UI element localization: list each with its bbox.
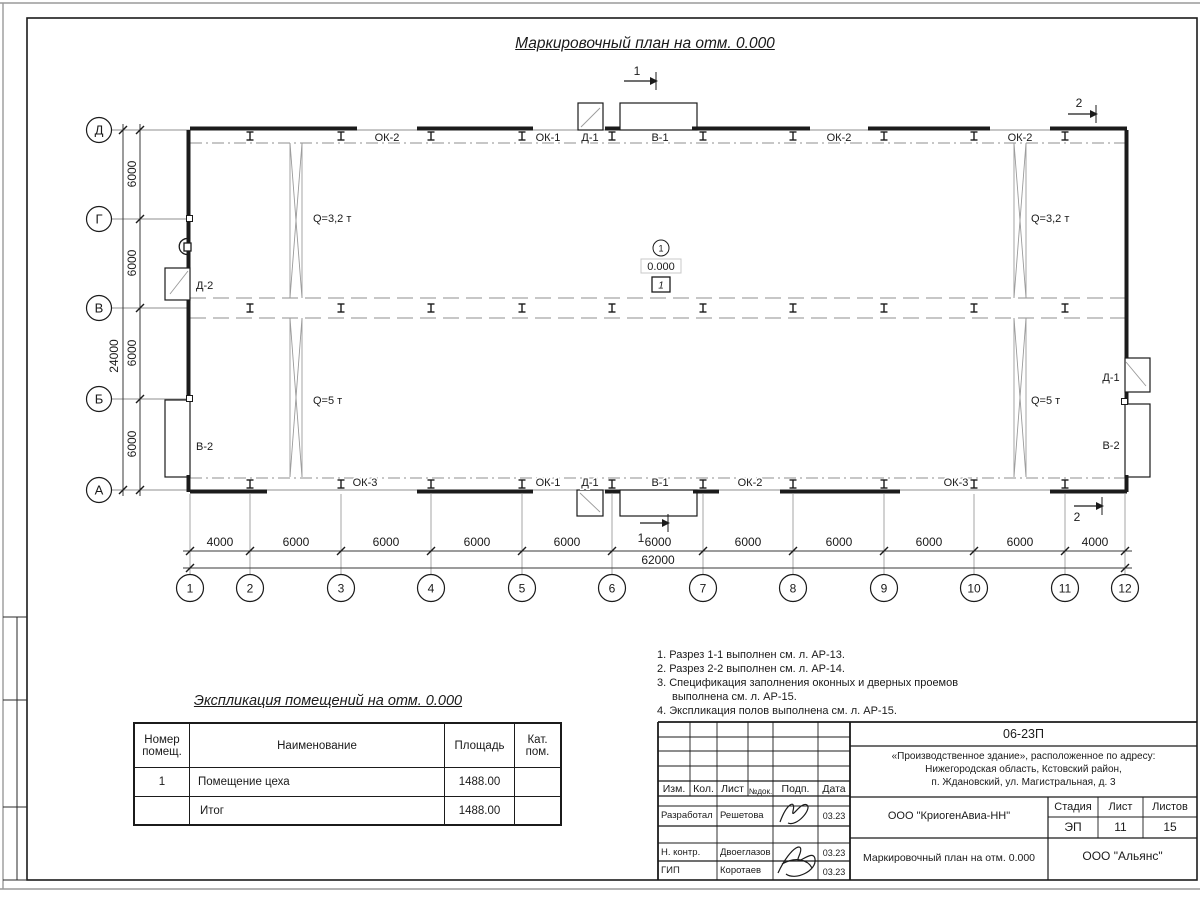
porch-bottom-v1 [620, 490, 697, 516]
cell-total-label: Итог [190, 797, 445, 826]
svg-text:ОК-2: ОК-2 [1007, 132, 1033, 144]
cell-total-area: 1488.00 [445, 797, 515, 826]
svg-text:12: 12 [1118, 581, 1132, 596]
name-ncontrol: Двоеглазов [720, 847, 771, 858]
svg-text:Д: Д [94, 122, 104, 138]
door-leaves [170, 108, 1146, 512]
svg-text:4000: 4000 [206, 535, 234, 549]
svg-text:6000: 6000 [1006, 535, 1034, 549]
svg-text:ОК-2: ОК-2 [374, 132, 400, 144]
svg-text:6000: 6000 [282, 535, 310, 549]
svg-text:ОК-2: ОК-2 [737, 477, 763, 489]
cell-room-name: Помещение цеха [190, 768, 445, 797]
svg-text:11: 11 [1058, 581, 1072, 596]
header-izm: Изм. [662, 783, 686, 795]
svg-text:ОК-1: ОК-1 [535, 132, 561, 144]
porch-right-d1 [1125, 358, 1150, 392]
svg-text:7: 7 [699, 581, 707, 596]
name-gip: Коротаев [720, 865, 762, 876]
col-header-name: Наименование [190, 723, 445, 768]
wall-face-lines [190, 130, 1125, 490]
svg-text:В-2: В-2 [1102, 440, 1120, 452]
table-row [134, 797, 561, 826]
wall-segments [189, 129, 1128, 493]
opening-labels-sides [196, 280, 1120, 453]
porch-top-v1 [620, 103, 697, 130]
svg-text:Д-1: Д-1 [581, 132, 599, 144]
header-list: Лист [721, 783, 744, 795]
crane-q-label: Q=5 т [313, 395, 343, 407]
axis-lines [110, 130, 1125, 490]
svg-text:6000: 6000 [125, 339, 139, 367]
cell-room-number: 1 [134, 768, 190, 797]
cell-room-number [134, 797, 190, 826]
svg-text:1: 1 [637, 531, 645, 545]
drawing-title: Маркировочный план на отм. 0.000 [862, 852, 1036, 864]
svg-text:Д-2: Д-2 [196, 280, 214, 292]
svg-text:6000: 6000 [125, 430, 139, 458]
col-axis-bubbles [177, 575, 1139, 602]
cell-total-category [515, 797, 562, 826]
company-name: ООО "КриогенАвиа-НН" [887, 810, 1011, 822]
svg-text:А: А [94, 482, 104, 498]
svg-text:6000: 6000 [125, 249, 139, 277]
signature-dev [780, 804, 808, 823]
crane-q-label: Q=3,2 т [313, 213, 352, 225]
room-number: 1 [658, 243, 664, 254]
svg-text:В: В [94, 300, 104, 316]
date-developer: 03.23 [822, 811, 846, 821]
svg-text:10: 10 [967, 581, 981, 596]
notes-list [657, 648, 987, 718]
svg-text:9: 9 [880, 581, 888, 596]
svg-text:6000: 6000 [372, 535, 400, 549]
svg-text:4: 4 [427, 581, 435, 596]
svg-text:Б: Б [94, 391, 104, 407]
svg-text:8: 8 [789, 581, 797, 596]
cell-room-category [515, 768, 562, 797]
column-symbols-mid [247, 304, 1069, 312]
signature-gip [778, 847, 815, 876]
svg-text:6000: 6000 [553, 535, 581, 549]
svg-text:2: 2 [246, 581, 254, 596]
room-schedule-table [133, 722, 562, 826]
door-porches [165, 103, 1150, 516]
svg-text:2: 2 [1075, 96, 1083, 110]
role-gip: ГИП [661, 865, 680, 876]
total-width: 24000 [107, 339, 121, 373]
address-line-1: «Производственное здание», расположенное по адресу: [891, 751, 1156, 762]
svg-text:1: 1 [186, 581, 194, 596]
stage-label: Стадия [1054, 801, 1092, 813]
note-item: 1. Разрез 1-1 выполнен см. л. АР-13. [657, 649, 845, 661]
svg-text:ОК-2: ОК-2 [826, 132, 852, 144]
svg-text:ОК-1: ОК-1 [535, 477, 561, 489]
elevation-value: 0.000 [647, 261, 675, 273]
role-ncontrol: Н. контр. [661, 847, 701, 858]
sheets-label: Листов [1152, 801, 1188, 813]
svg-text:ОК-3: ОК-3 [943, 477, 969, 489]
porch-right-v2 [1125, 404, 1150, 477]
address-line-3: п. Ждановский, ул. Магистральная, д. 3 [931, 777, 1116, 788]
floor-type: 1 [658, 280, 664, 292]
header-kol: Кол. [693, 783, 714, 795]
svg-text:В-1: В-1 [651, 132, 669, 144]
sheet-label: Лист [1108, 801, 1133, 813]
svg-text:6000: 6000 [644, 535, 672, 549]
page-title: Маркировочный план на отм. 0.000 [515, 35, 775, 52]
svg-text:6000: 6000 [734, 535, 762, 549]
stage-value: ЭП [1064, 820, 1082, 834]
svg-text:6000: 6000 [125, 160, 139, 188]
side-stamp [3, 617, 27, 880]
svg-text:Д-1: Д-1 [1102, 372, 1120, 384]
col-header-area: Площадь [445, 723, 515, 768]
crane-q-label: Q=5 т [1031, 395, 1061, 407]
svg-text:Г: Г [95, 211, 103, 227]
date-ncontrol: 03.23 [822, 848, 846, 858]
opening-labels-bottom [353, 477, 969, 489]
svg-text:6000: 6000 [825, 535, 853, 549]
cell-room-area: 1488.00 [445, 768, 515, 797]
header-ndok: №док. [748, 787, 773, 796]
col-header-category: Кат. пом. [515, 723, 562, 768]
table-header-row [134, 723, 561, 768]
date-gip: 03.23 [822, 867, 846, 877]
total-length: 62000 [641, 553, 675, 567]
note-item: 4. Экспликация полов выполнена см. л. АР-15. [657, 705, 897, 717]
svg-text:6000: 6000 [463, 535, 491, 549]
svg-text:2: 2 [1073, 510, 1081, 524]
crane-q-label: Q=3,2 т [1031, 213, 1070, 225]
table-row [134, 768, 561, 797]
svg-text:6: 6 [608, 581, 616, 596]
svg-text:3: 3 [337, 581, 345, 596]
table-caption: Экспликация помещений на отм. 0.000 [193, 693, 463, 709]
svg-text:В-1: В-1 [651, 477, 669, 489]
svg-text:ОК-3: ОК-3 [352, 477, 378, 489]
note-item: 2. Разрез 2-2 выполнен см. л. АР-14. [657, 663, 845, 675]
header-podp: Подп. [781, 783, 810, 795]
porch-left-v2 [165, 400, 190, 477]
svg-text:1: 1 [633, 64, 641, 78]
row-axis-bubbles [87, 118, 112, 503]
crane-bracing [290, 143, 1026, 477]
signatures [778, 804, 815, 876]
sheets-value: 15 [1163, 820, 1177, 834]
svg-text:6000: 6000 [915, 535, 943, 549]
sheet-value: 11 [1114, 820, 1127, 834]
svg-text:Д-1: Д-1 [581, 477, 599, 489]
doc-number: 06-23П [1003, 727, 1044, 741]
org-name: ООО "Альянс" [1082, 849, 1163, 863]
svg-text:В-2: В-2 [196, 441, 214, 453]
crane-capacity-labels [313, 213, 1069, 407]
address-line-2: Нижегородская область, Кстовский район, [925, 764, 1122, 775]
room-marker [641, 240, 681, 292]
svg-text:4000: 4000 [1081, 535, 1109, 549]
col-header-number: Номер помещ. [134, 723, 190, 768]
svg-text:5: 5 [518, 581, 526, 596]
role-developer: Разработал [661, 810, 713, 821]
header-data: Дата [822, 783, 846, 795]
note-item: 3. Спецификация заполнения оконных и дверных проемов выполнена см. л. АР-15. [657, 677, 959, 703]
name-developer: Решетова [720, 810, 764, 821]
